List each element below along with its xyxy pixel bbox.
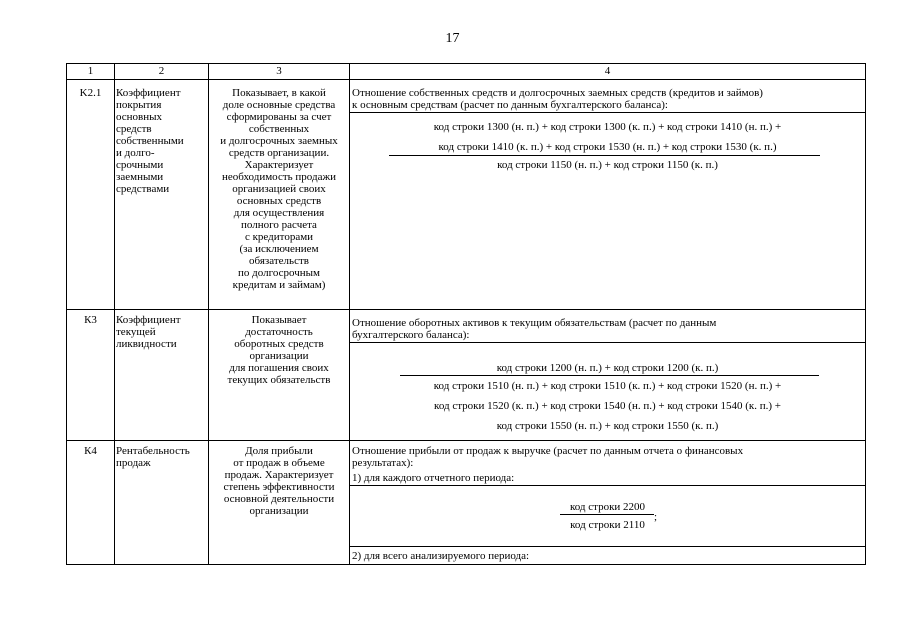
cell-rule <box>350 342 865 343</box>
name-line: собственными <box>116 135 184 147</box>
row1-denominator: код строки 1150 (н. п.) + код строки 1150 (к. п.) <box>497 159 718 171</box>
name-line: основных <box>116 111 163 123</box>
name-line: продаж <box>116 457 151 469</box>
row3-name <box>116 445 208 469</box>
description-line: текущих обязательств <box>227 374 331 386</box>
row2-formula-intro <box>352 317 864 341</box>
description-line: Характеризует <box>244 159 314 171</box>
intro-line: Отношение оборотных активов к текущим обязательствам (расчет по данным <box>352 317 717 329</box>
row2-denominator-line3: код строки 1550 (н. п.) + код строки 1550 (к. п.) <box>496 420 719 432</box>
description-line: степень эффективности <box>223 481 335 493</box>
row3-suffix: ; <box>654 511 658 523</box>
description-line: Показывает <box>251 314 307 326</box>
header-col2: 2 <box>158 65 165 77</box>
description-line: организацией своих <box>232 183 326 195</box>
row3-description <box>209 445 349 517</box>
description-line: средств организации. <box>228 147 330 159</box>
row2-code: К3 <box>84 314 97 326</box>
description-line: кредитам и займам) <box>232 279 326 291</box>
description-line: сформированы за счет <box>226 111 332 123</box>
intro-line: к основным средствам (расчет по данным бухгалтерского баланса): <box>352 99 668 111</box>
header-col4: 4 <box>604 65 611 77</box>
row1-numerator-line2: код строки 1410 (к. п.) + код строки 1530 (н. п.) + код строки 1530 (к. п.) <box>438 141 777 153</box>
description-line: организации <box>249 350 309 362</box>
name-line: срочными <box>116 159 164 171</box>
cell-rule <box>350 112 865 113</box>
cell-rule <box>350 546 865 547</box>
header-col3: 3 <box>276 65 282 77</box>
row2-numerator: код строки 1200 (н. п.) + код строки 1200 (к. п.) <box>496 362 719 374</box>
header-col1: 1 <box>87 65 94 77</box>
description-line: (за исключением <box>239 243 319 255</box>
description-line: основных средств <box>236 195 322 207</box>
description-line: оборотных средств <box>234 338 324 350</box>
description-line: организации <box>249 505 309 517</box>
name-line: Рентабельность <box>116 445 190 457</box>
row1-fraction-bar <box>389 155 820 156</box>
row3-item1: 1) для каждого отчетного периода: <box>352 472 515 484</box>
row3-item2: 2) для всего анализируемого периода: <box>352 550 530 562</box>
row1-description <box>209 87 349 291</box>
intro-line: бухгалтерского баланса): <box>352 329 470 341</box>
row1-code: K2.1 <box>79 87 102 99</box>
indicator-table <box>66 63 866 565</box>
row3-fraction-bar <box>560 514 654 515</box>
description-line: для осуществления <box>233 207 325 219</box>
row2-denominator-line1: код строки 1510 (н. п.) + код строки 1510 (к. п.) + код строки 1520 (н. п.) + <box>433 380 782 392</box>
description-line: полного расчета <box>241 219 317 231</box>
description-line: от продаж в объеме <box>233 457 325 469</box>
description-line: Доля прибыли <box>245 445 313 457</box>
name-line: покрытия <box>116 99 162 111</box>
description-line: продаж. Характеризует <box>224 469 334 481</box>
row1-name <box>116 87 208 195</box>
description-line: достаточность <box>245 326 313 338</box>
row-rule <box>67 309 865 310</box>
row3-numerator: код строки 2200 <box>569 501 646 513</box>
cell-rule <box>350 485 865 486</box>
name-line: и долго- <box>116 147 155 159</box>
row2-description <box>209 314 349 386</box>
intro-line: результатах): <box>352 457 414 469</box>
name-line: ликвидности <box>116 338 177 350</box>
name-line: текущей <box>116 326 156 338</box>
column-rule <box>114 64 115 564</box>
row3-formula-intro <box>352 445 864 469</box>
description-line: обязательств <box>249 255 309 267</box>
description-line: по долгосрочным <box>238 267 320 279</box>
row1-formula-intro <box>352 87 864 111</box>
row3-code: К4 <box>84 445 97 457</box>
name-line: средств <box>116 123 152 135</box>
description-line: доле основные средства <box>222 99 336 111</box>
description-line: с кредиторами <box>244 231 314 243</box>
name-line: средствами <box>116 183 170 195</box>
column-rule <box>349 64 350 564</box>
row-rule <box>67 79 865 80</box>
page-number: 17 <box>445 31 460 46</box>
description-line: для погашения своих <box>229 362 329 374</box>
row2-name <box>116 314 208 350</box>
intro-line: Отношение собственных средств и долгосрочных заемных средств (кредитов и займов) <box>352 87 763 99</box>
row3-denominator: код строки 2110 <box>570 519 645 531</box>
name-line: заемными <box>116 171 164 183</box>
row2-denominator-line2: код строки 1520 (к. п.) + код строки 1540 (н. п.) + код строки 1540 (к. п.) + <box>434 400 781 412</box>
description-line: Показывает, в какой <box>232 87 326 99</box>
intro-line: Отношение прибыли от продаж к выручке (расчет по данным отчета о финансовых <box>352 445 744 457</box>
description-line: и долгосрочных заемных <box>220 135 338 147</box>
row-rule <box>67 440 865 441</box>
description-line: необходимость продажи <box>222 171 336 183</box>
row1-numerator-line1: код строки 1300 (н. п.) + код строки 1300 (к. п.) + код строки 1410 (н. п.) + <box>433 121 782 133</box>
name-line: Коэффициент <box>116 87 181 99</box>
description-line: основной деятельности <box>223 493 335 505</box>
description-line: собственных <box>248 123 310 135</box>
name-line: Коэффициент <box>116 314 181 326</box>
row2-fraction-bar <box>400 375 819 376</box>
